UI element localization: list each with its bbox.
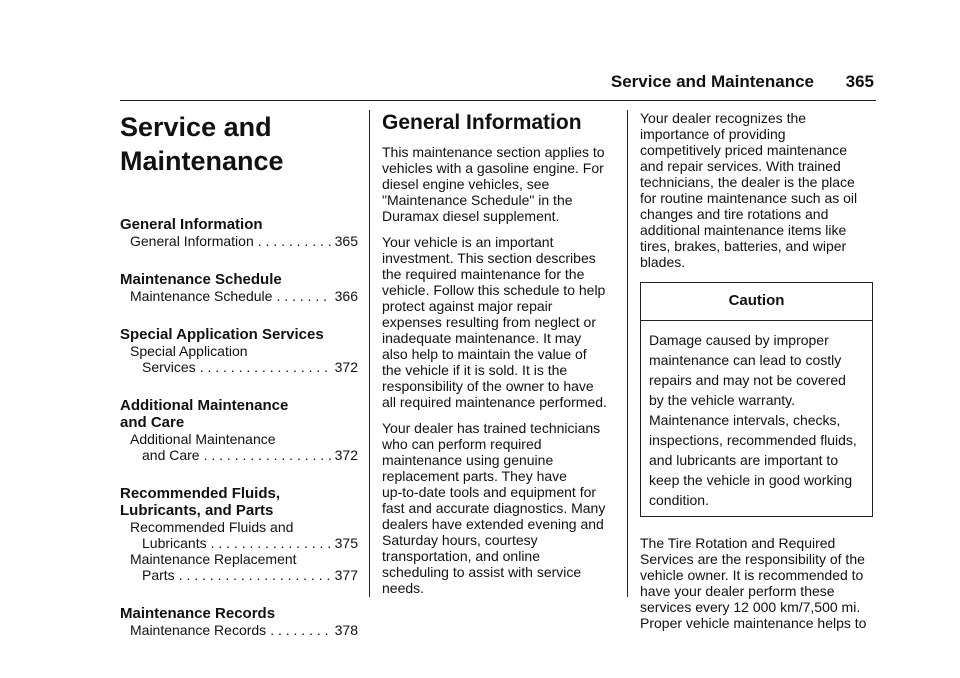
toc-entry-line-with-page — [120, 622, 358, 638]
toc-page-number: 365 — [334, 233, 358, 249]
toc-entry[interactable] — [120, 431, 358, 463]
text-line: keep the vehicle in good working — [649, 472, 853, 488]
toc-entry[interactable] — [120, 233, 358, 249]
caution-box — [640, 282, 873, 517]
toc-entry[interactable] — [120, 288, 358, 304]
text-line: who can perform required — [382, 436, 542, 452]
dot-leader — [200, 359, 331, 375]
toc-section-heading[interactable] — [120, 485, 358, 519]
text-line: inadequate maintenance. It may — [382, 330, 582, 346]
toc-entry-text: Services — [142, 359, 196, 375]
toc-section-heading[interactable] — [120, 216, 358, 233]
text-line: Your dealer recognizes the — [640, 110, 807, 126]
toc-page-number: 372 — [334, 447, 358, 463]
toc-heading-line: Maintenance Records — [120, 605, 276, 622]
text-line: Your dealer has trained technicians — [382, 420, 601, 436]
text-line: "Maintenance Schedule" in the — [382, 192, 573, 208]
text-line: technicians, the dealer is the place — [640, 174, 855, 190]
toc-page-number: 372 — [334, 359, 358, 375]
text-line: diesel engine vehicles, see — [382, 176, 550, 192]
toc-entry-text: Special Application — [130, 343, 248, 359]
toc-page-number: 377 — [334, 567, 358, 583]
chapter-toc-column — [120, 110, 358, 638]
dot-leader — [258, 233, 331, 249]
toc-entry-text: General Information — [130, 233, 254, 249]
text-line: additional maintenance items like — [640, 222, 847, 238]
paragraph-dealer-technicians — [382, 420, 615, 596]
text-line: needs. — [382, 580, 425, 596]
toc-section-heading[interactable] — [120, 326, 358, 343]
text-line: vehicles with a gasoline engine. For — [382, 160, 604, 176]
toc-section — [120, 216, 358, 249]
text-line: This maintenance section applies to — [382, 144, 605, 160]
text-line: blades. — [640, 254, 686, 270]
text-line: dealers have extended evening and — [382, 516, 604, 532]
column-divider — [627, 110, 628, 597]
toc-entry-line-with-page — [120, 359, 358, 375]
text-line: Services are the responsibility of the — [640, 551, 865, 567]
dealer-column — [640, 110, 876, 641]
text-line: also help to maintain the value of — [382, 346, 587, 362]
text-line: tires, brakes, batteries, and wiper — [640, 238, 847, 254]
dot-leader — [211, 535, 331, 551]
text-line: importance of providing — [640, 126, 786, 142]
text-line: scheduling to assist with service — [382, 564, 582, 580]
toc-section — [120, 397, 358, 463]
text-line: have your dealer perform these — [640, 583, 835, 599]
toc-heading-line: General Information — [120, 216, 263, 233]
text-line: Your vehicle is an important — [382, 234, 554, 250]
toc-page-number: 366 — [334, 288, 358, 304]
text-line: maintenance using genuine — [382, 452, 554, 468]
text-line: fast and accurate diagnostics. Many — [382, 500, 606, 516]
toc-entry[interactable] — [120, 343, 358, 375]
toc-heading-line: Recommended Fluids, — [120, 485, 281, 502]
text-line: by the vehicle warranty. — [649, 392, 796, 408]
column-divider — [369, 110, 370, 597]
toc-entry[interactable] — [120, 519, 358, 551]
text-line: changes and tire rotations and — [640, 206, 829, 222]
dot-leader — [276, 288, 330, 304]
toc-entry-text: and Care — [142, 447, 200, 463]
dot-leader — [179, 567, 331, 583]
text-line: vehicle owner. It is recommended to — [640, 567, 864, 583]
text-line: up-to-date tools and equipment for — [382, 484, 597, 500]
toc-entry-text: Additional Maintenance — [130, 431, 276, 447]
toc-section — [120, 605, 358, 638]
toc-entry-line-with-page — [120, 567, 358, 583]
text-line: vehicle. Follow this schedule to help — [382, 282, 606, 298]
page-header — [120, 72, 876, 101]
toc-entry[interactable] — [120, 551, 358, 583]
text-line: for routine maintenance such as oil — [640, 190, 858, 206]
toc-page-number: 378 — [334, 622, 358, 638]
text-line: maintenance can lead to costly — [649, 352, 842, 368]
dot-leader — [204, 447, 331, 463]
toc-section — [120, 485, 358, 583]
page-number: 365 — [845, 72, 874, 91]
toc-entry[interactable] — [120, 622, 358, 638]
paragraph-dealer-recognizes — [640, 110, 876, 270]
text-line: Maintenance intervals, checks, — [649, 412, 841, 428]
toc-entry-text: Parts — [142, 567, 175, 583]
text-line: The Tire Rotation and Required — [640, 535, 836, 551]
caution-text — [641, 321, 872, 516]
text-line: investment. This section describes — [382, 250, 596, 266]
toc-entry-text: Maintenance Records — [130, 622, 267, 638]
toc-section — [120, 271, 358, 304]
text-line: inspections, recommended fluids, — [649, 432, 857, 448]
text-line: services every 12 000 km/7,500 mi. — [640, 599, 861, 615]
text-line: replacement parts. They have — [382, 468, 567, 484]
caution-label: Caution — [641, 283, 872, 321]
toc-entry-line-with-page — [120, 233, 358, 249]
toc-section-heading[interactable] — [120, 397, 358, 431]
text-line: Saturday hours, courtesy — [382, 532, 538, 548]
dot-leader — [270, 622, 330, 638]
paragraph-investment — [382, 234, 615, 410]
toc-heading-line: Lubricants, and Parts — [120, 502, 274, 519]
text-line: Proper vehicle maintenance helps to — [640, 615, 867, 631]
text-line: repairs and may not be covered — [649, 372, 846, 388]
general-info-column — [382, 110, 615, 606]
chapter-title: Service and Maintenance — [120, 112, 284, 176]
toc-entry-line-with-page — [120, 288, 358, 304]
toc-section-heading[interactable] — [120, 271, 358, 288]
text-line: condition. — [649, 492, 709, 508]
text-line: expenses resulting from neglect or — [382, 314, 596, 330]
toc-heading-line: Additional Maintenance — [120, 397, 289, 414]
text-line: Damage caused by improper — [649, 332, 829, 348]
toc-entry-line-with-page — [120, 447, 358, 463]
toc-entry-line-with-page — [120, 535, 358, 551]
paragraph-tire-rotation — [640, 535, 876, 631]
text-line: responsibility of the owner to have — [382, 378, 594, 394]
section-heading: General Information — [382, 111, 582, 134]
toc-heading-line: Special Application Services — [120, 326, 324, 343]
text-line: Duramax diesel supplement. — [382, 208, 560, 224]
text-line: competitively priced maintenance — [640, 142, 847, 158]
table-of-contents — [120, 216, 358, 638]
text-line: the required maintenance for the — [382, 266, 585, 282]
toc-heading-line: Maintenance Schedule — [120, 271, 282, 288]
toc-entry-text: Maintenance Replacement — [130, 551, 297, 567]
running-header-title: Service and Maintenance — [610, 72, 814, 91]
toc-entry-text: Lubricants — [142, 535, 207, 551]
text-line: the vehicle if it is sold. It is the — [382, 362, 568, 378]
paragraph-applicability — [382, 144, 615, 224]
toc-heading-line: and Care — [120, 414, 185, 431]
toc-entry-text: Recommended Fluids and — [130, 519, 294, 535]
text-line: all required maintenance performed. — [382, 394, 607, 410]
text-line: protect against major repair — [382, 298, 553, 314]
text-line: and lubricants are important to — [649, 452, 839, 468]
toc-entry-text: Maintenance Schedule — [130, 288, 273, 304]
toc-section-heading[interactable] — [120, 605, 358, 622]
toc-section — [120, 326, 358, 375]
text-line: transportation, and online — [382, 548, 540, 564]
text-line: and repair services. With trained — [640, 158, 841, 174]
toc-page-number: 375 — [334, 535, 358, 551]
